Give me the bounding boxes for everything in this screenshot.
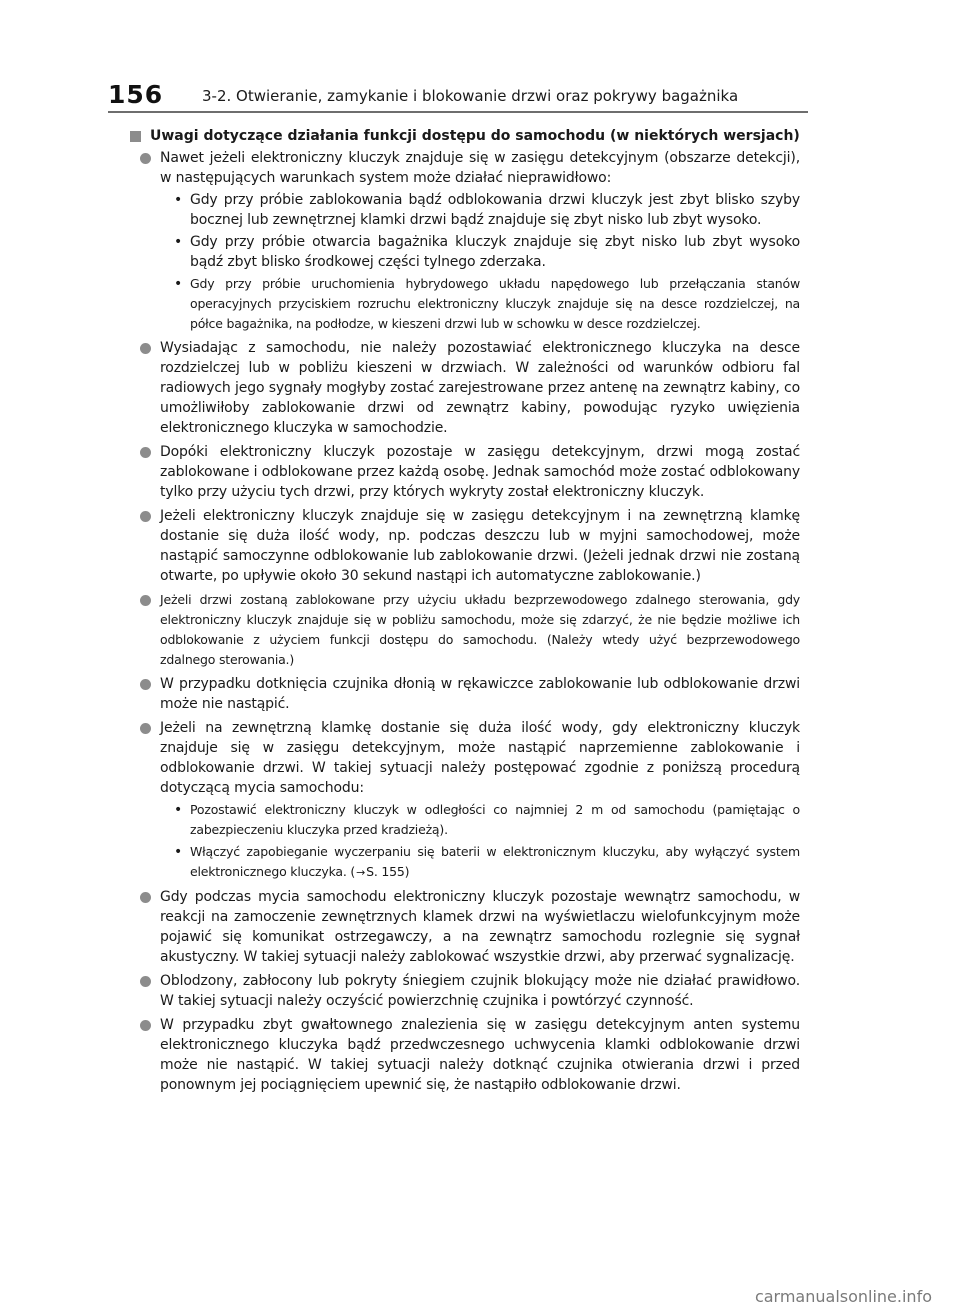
page-reference[interactable]: S. 155) <box>366 864 410 879</box>
note-text: Jeżeli elektroniczny kluczyk znajduje się w zasięgu detekcyjnym i na zewnętrzną klamkę dostanie się duża ilość wody, np. podczas deszczu lub w myjni samochodowej, może nastąpić samoczynne odblokowanie lub zablokowanie drzwi. (Jeżeli jednak drzwi nie zostaną otwarte, po upływie około 30 sekund nastąpi ich automatyczne zablokowanie.) <box>160 508 800 584</box>
note-text: Oblodzony, zabłocony lub pokryty śniegiem czujnik blokujący może nie działać prawidłowo. W takiej sytuacji należy oczyścić powierzchnię czujnika i powtórzyć czynność. <box>160 973 800 1009</box>
sub-bullet-icon: • <box>174 234 183 250</box>
note-item <box>130 506 800 586</box>
watermark: carmanualsonline.info <box>754 1287 932 1306</box>
circle-bullet-icon <box>140 511 151 522</box>
sub-item-text: Gdy przy próbie otwarcia bagażnika kluczyk znajduje się zbyt nisko lub zbyt wysoko bądź zbyt blisko środkowej części tylnego zderzaka. <box>190 234 800 270</box>
section-heading <box>130 126 800 146</box>
note-text: Dopóki elektroniczny kluczyk pozostaje w zasięgu detekcyjnym, drzwi mogą zostać zablokowane i odblokowane przez każdą osobę. Jednak samochód może zostać odblokowany tylko przy użyciu tych drzwi, przy których wykryty został elektroniczny kluczyk. <box>160 444 800 500</box>
note-text: Gdy podczas mycia samochodu elektroniczny kluczyk pozostaje wewnątrz samochodu, w reakcji na zamoczenie zewnętrznych klamek drzwi na wyświetlaczu wielofunkcyjnym może pojawić się komunikat ostrzegawczy, a na zewnątrz samochodu rozlegnie się sygnał akustyczny. W takiej sytuacji należy zablokować wszystkie drzwi, aby przerwać sygnalizację. <box>160 889 800 965</box>
note-text: Nawet jeżeli elektroniczny kluczyk znajduje się w zasięgu detekcyjnym (obszarze detekcji), w następujących warunkach system może działać nieprawidłowo: <box>160 150 800 186</box>
arrow-right-icon: → <box>356 866 366 879</box>
circle-bullet-icon <box>140 892 151 903</box>
page-number: 156 <box>108 80 164 109</box>
note-item <box>130 442 800 502</box>
sub-item-text: Gdy przy próbie uruchomienia hybrydowego układu napędowego lub przełączania stanów operacyjnych przyciskiem rozruchu elektroniczny kluczyk znajduje się na desce rozdzielczej, na półce bagażnika, na podłodze, w kieszeni drzwi lub w schowku w desce rozdzielczej. <box>190 276 800 331</box>
section-content <box>130 126 800 1099</box>
note-item <box>130 887 800 967</box>
sub-bullet-icon: • <box>174 844 183 860</box>
square-bullet-icon <box>130 131 141 142</box>
sub-bullet-icon: • <box>174 192 183 208</box>
sub-item-text-part: Włączyć zapobieganie wyczerpaniu się baterii w elektronicznym kluczyku, aby wyłączyć system elektronicznego kluczyka. ( <box>190 844 800 879</box>
sub-item <box>160 842 800 883</box>
note-text: W przypadku dotknięcia czujnika dłonią w rękawiczce zablokowanie lub odblokowanie drzwi może nie nastąpić. <box>160 676 800 712</box>
header-divider <box>108 111 808 113</box>
note-text: Jeżeli drzwi zostaną zablokowane przy użyciu układu bezprzewodowego zdalnego sterowania, gdy elektroniczny kluczyk znajduje się w pobliżu samochodu, może się zdarzyć, że nie będzie możliwe ich odblokowanie z użyciem funkcji dostępu do samochodu. (Należy wtedy użyć bezprzewodowego zdalnego sterowania.) <box>160 592 800 667</box>
circle-bullet-icon <box>140 153 151 164</box>
note-text: W przypadku zbyt gwałtownego znalezienia się w zasięgu detekcyjnym anten systemu elektronicznego kluczyka bądź przedwczesnego uchwycenia klamki odblokowanie drzwi może nie nastąpić. W takiej sytuacji należy dotknąć czujnika otwierania drzwi i przed ponownym jej pociągnięciem upewnić się, że nastąpiło odblokowanie drzwi. <box>160 1017 800 1093</box>
note-text: Wysiadając z samochodu, nie należy pozostawiać elektronicznego kluczyka na desce rozdzielczej lub w pobliżu kieszeni w drzwiach. W zależności od warunków odbioru fal radiowych jego sygnały mogłyby zostać zarejestrowane przez antenę na zewnątrz kabiny, co umożliwiłoby zablokowanie drzwi od zewnątrz kabiny, powodując ryzyko uwięzienia elektronicznego kluczyka w samochodzie. <box>160 340 800 436</box>
circle-bullet-icon <box>140 679 151 690</box>
note-item <box>130 148 800 334</box>
note-item <box>130 1015 800 1095</box>
circle-bullet-icon <box>140 723 151 734</box>
note-text: Jeżeli na zewnętrzną klamkę dostanie się duża ilość wody, gdy elektroniczny kluczyk znajduje się w zasięgu detekcyjnym, może nastąpić naprzemienne zablokowanie i odblokowanie drzwi. W takiej sytuacji należy postępować zgodnie z poniższą procedurą dotyczącą mycia samochodu: <box>160 720 800 796</box>
sub-bullet-icon: • <box>174 276 183 292</box>
circle-bullet-icon <box>140 343 151 354</box>
circle-bullet-icon <box>140 595 151 606</box>
note-item <box>130 674 800 714</box>
circle-bullet-icon <box>140 1020 151 1031</box>
circle-bullet-icon <box>140 447 151 458</box>
note-item <box>130 590 800 670</box>
sub-bullet-icon: • <box>174 802 183 818</box>
sub-item <box>160 274 800 334</box>
page-header <box>108 80 808 110</box>
sub-item <box>160 190 800 230</box>
section-heading-text: Uwagi dotyczące działania funkcji dostępu do samochodu (w niektórych wersjach) <box>150 128 800 144</box>
note-item <box>130 338 800 438</box>
chapter-title: 3-2. Otwieranie, zamykanie i blokowanie drzwi oraz pokrywy bagażnika <box>202 87 739 105</box>
circle-bullet-icon <box>140 976 151 987</box>
sub-item-text: Pozostawić elektroniczny kluczyk w odległości co najmniej 2 m od samochodu (pamiętając o zabezpieczeniu kluczyka przed kradzieżą). <box>190 802 800 837</box>
sub-item <box>160 800 800 840</box>
sub-item-text <box>190 842 800 883</box>
sub-item-text: Gdy przy próbie zablokowania bądź odblokowania drzwi kluczyk jest zbyt blisko szyby bocznej lub zewnętrznej klamki drzwi bądź znajduje się zbyt nisko lub zbyt wysoko. <box>190 192 800 228</box>
note-item <box>130 718 800 883</box>
sub-item <box>160 232 800 272</box>
note-item <box>130 971 800 1011</box>
